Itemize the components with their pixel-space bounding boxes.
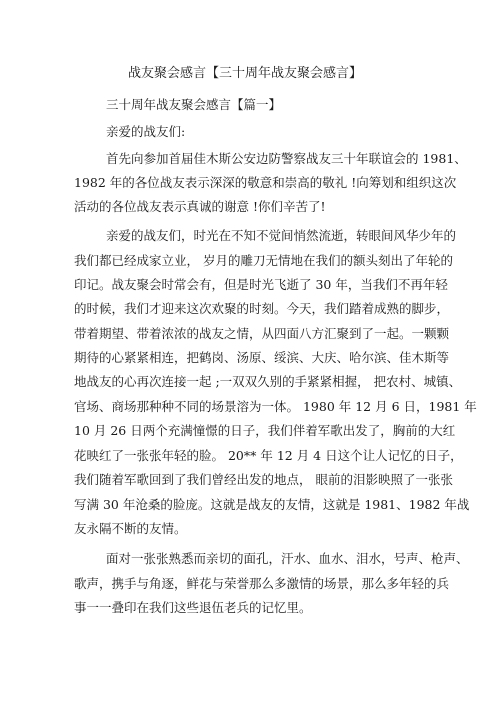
text-line: 地战友的心再次连接一起 ;一双双久别的手紧紧相握， 把农村、城镇、 bbox=[74, 374, 462, 389]
text-line: 1982 年的各位战友表示深深的敬意和崇高的敬礼 !向筹划和组织这次 bbox=[74, 175, 457, 190]
text-line: 面对一张张熟悉而亲切的面孔，汗水、血水、泪水，号声、枪声、 bbox=[106, 551, 469, 566]
text-line: 官场、商场那种种不同的场景溶为一体。 1980 年 12 月 6 日，1981 年 bbox=[74, 399, 477, 414]
text-line: 带着期望、带着浓浓的战友之情，从四面八方汇聚到了一起。一颗颗 bbox=[74, 326, 450, 341]
text-line: 期待的心紧紧相连，把鹤岗、汤原、绥滨、大庆、哈尔滨、佳木斯等 bbox=[74, 350, 450, 365]
section-heading: 三十周年战友聚会感言【篇一】 bbox=[106, 97, 282, 112]
text-line: 活动的各位战友表示真诚的谢意 !你们辛苦了! bbox=[74, 199, 326, 214]
text-line: 亲爱的战友们，时光在不知不觉间悄然流逝，转眼间风华少年的 bbox=[106, 228, 457, 243]
text-line: 事一一叠印在我们这些退伍老兵的记忆里。 bbox=[74, 600, 312, 615]
text-line: 友永隔不断的友情。 bbox=[74, 521, 187, 536]
text-line: 首先向参加首届佳木斯公安边防警察战友三十年联谊会的 1981、 bbox=[106, 151, 467, 166]
text-line: 10 月 26 日两个充满憧憬的日子，我们伴着军歌出发了，胸前的大红 bbox=[74, 423, 456, 438]
text-line: 写满 30 年沧桑的脸庞。这就是战友的友情，这就是 1981、1982 年战 bbox=[74, 497, 470, 512]
text-line: 我们随着军歌回到了我们曾经出发的地点， 眼前的泪影映照了一张张 bbox=[74, 472, 453, 487]
text-line: 的时候，我们才迎来这次欢聚的时刻。今天，我们踏着成熟的脚步， bbox=[74, 301, 450, 316]
text-line: 花映红了一张张年轻的脸。 20** 年 12 月 4 日这个让人记忆的日子， bbox=[74, 448, 463, 463]
text-line: 我们都已经成家立业， 岁月的雕刀无情地在我们的额头刻出了年轮的 bbox=[74, 253, 453, 268]
text-line: 亲爱的战友们: bbox=[106, 124, 186, 139]
document-title: 战友聚会感言【三十周年战友聚会感言】 bbox=[128, 66, 363, 81]
text-line: 印记。战友聚会时常会有，但是时光飞逝了 30 年，当我们不再年轻 bbox=[74, 277, 448, 292]
text-line: 歌声，携手与角逐，鲜花与荣誉那么多激情的场景，那么多年轻的兵 bbox=[74, 576, 450, 591]
